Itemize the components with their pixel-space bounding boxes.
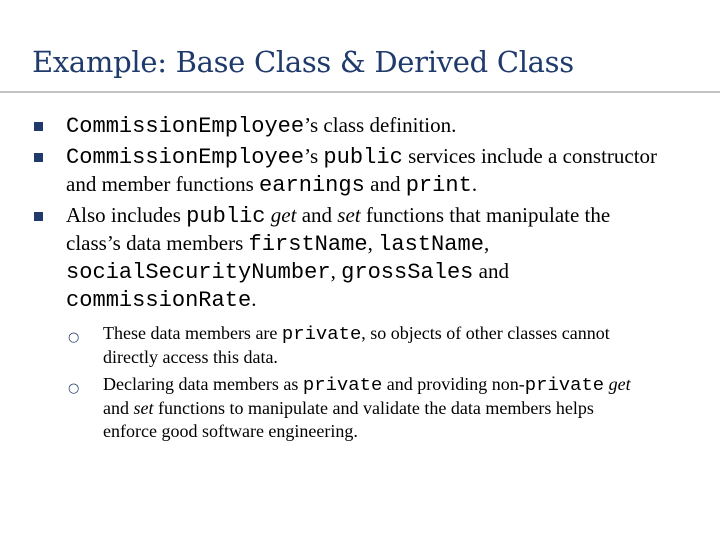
text-run: set — [133, 398, 154, 418]
code-text: commissionRate — [66, 288, 252, 313]
code-text: lastName — [378, 232, 484, 257]
text-run: , — [330, 259, 342, 283]
bullet-text — [66, 113, 456, 137]
text-run: These data members are — [103, 323, 282, 343]
code-text: public — [323, 145, 403, 170]
text-run: and — [364, 172, 406, 196]
bullet-text — [66, 203, 610, 311]
text-run: Declaring data members as — [103, 374, 303, 394]
sub-bullet-item — [0, 373, 720, 443]
square-bullet-icon — [34, 122, 43, 131]
text-run: get — [270, 203, 297, 227]
code-text: firstName — [248, 232, 368, 257]
text-run: get — [608, 374, 631, 394]
code-text: private — [524, 374, 605, 396]
text-run: and — [296, 203, 338, 227]
text-run: and providing non- — [382, 374, 525, 394]
bullet-list — [0, 112, 720, 447]
sub-bullet-list — [0, 322, 720, 443]
text-run: . — [471, 172, 478, 196]
title-divider — [0, 91, 720, 93]
text-run: ’s class definition. — [304, 113, 457, 137]
text-run: set — [337, 203, 361, 227]
code-text: grossSales — [341, 260, 474, 285]
text-run: , — [367, 231, 379, 255]
bullet-item — [0, 202, 720, 314]
square-bullet-icon — [34, 212, 43, 221]
square-bullet-icon — [34, 153, 43, 162]
text-run: functions to manipulate and validate the data members helps enforce good software engineering. — [103, 398, 594, 441]
code-text: CommissionEmployee — [66, 114, 305, 139]
code-text: private — [302, 374, 383, 396]
text-run: , so objects of other classes cannot directly access this data. — [103, 323, 610, 367]
sub-bullet-item — [0, 322, 720, 369]
code-text: public — [186, 204, 266, 229]
bullet-text — [66, 144, 657, 196]
text-run: services include a constructor and member functions — [66, 144, 658, 196]
text-run: Also includes — [66, 203, 187, 227]
code-text: private — [281, 323, 362, 345]
sub-bullet-text — [103, 323, 610, 367]
code-text: earnings — [259, 173, 365, 198]
text-run: and — [103, 398, 134, 418]
circle-bullet-icon: ○ — [68, 381, 80, 396]
text-run: functions that manipulate the class’s data members — [66, 203, 611, 255]
code-text: print — [405, 173, 472, 198]
text-run: and — [473, 259, 509, 283]
bullet-item — [0, 143, 720, 199]
code-text: socialSecurityNumber — [66, 260, 331, 285]
text-run: . — [251, 287, 257, 311]
bullet-item — [0, 112, 720, 140]
sub-bullet-text — [103, 374, 631, 441]
text-run: , — [483, 231, 490, 255]
text-run: ’s — [304, 144, 324, 168]
slide-title: Example: Base Class & Derived Class — [32, 45, 574, 79]
circle-bullet-icon: ○ — [68, 330, 80, 345]
code-text: CommissionEmployee — [66, 145, 305, 170]
